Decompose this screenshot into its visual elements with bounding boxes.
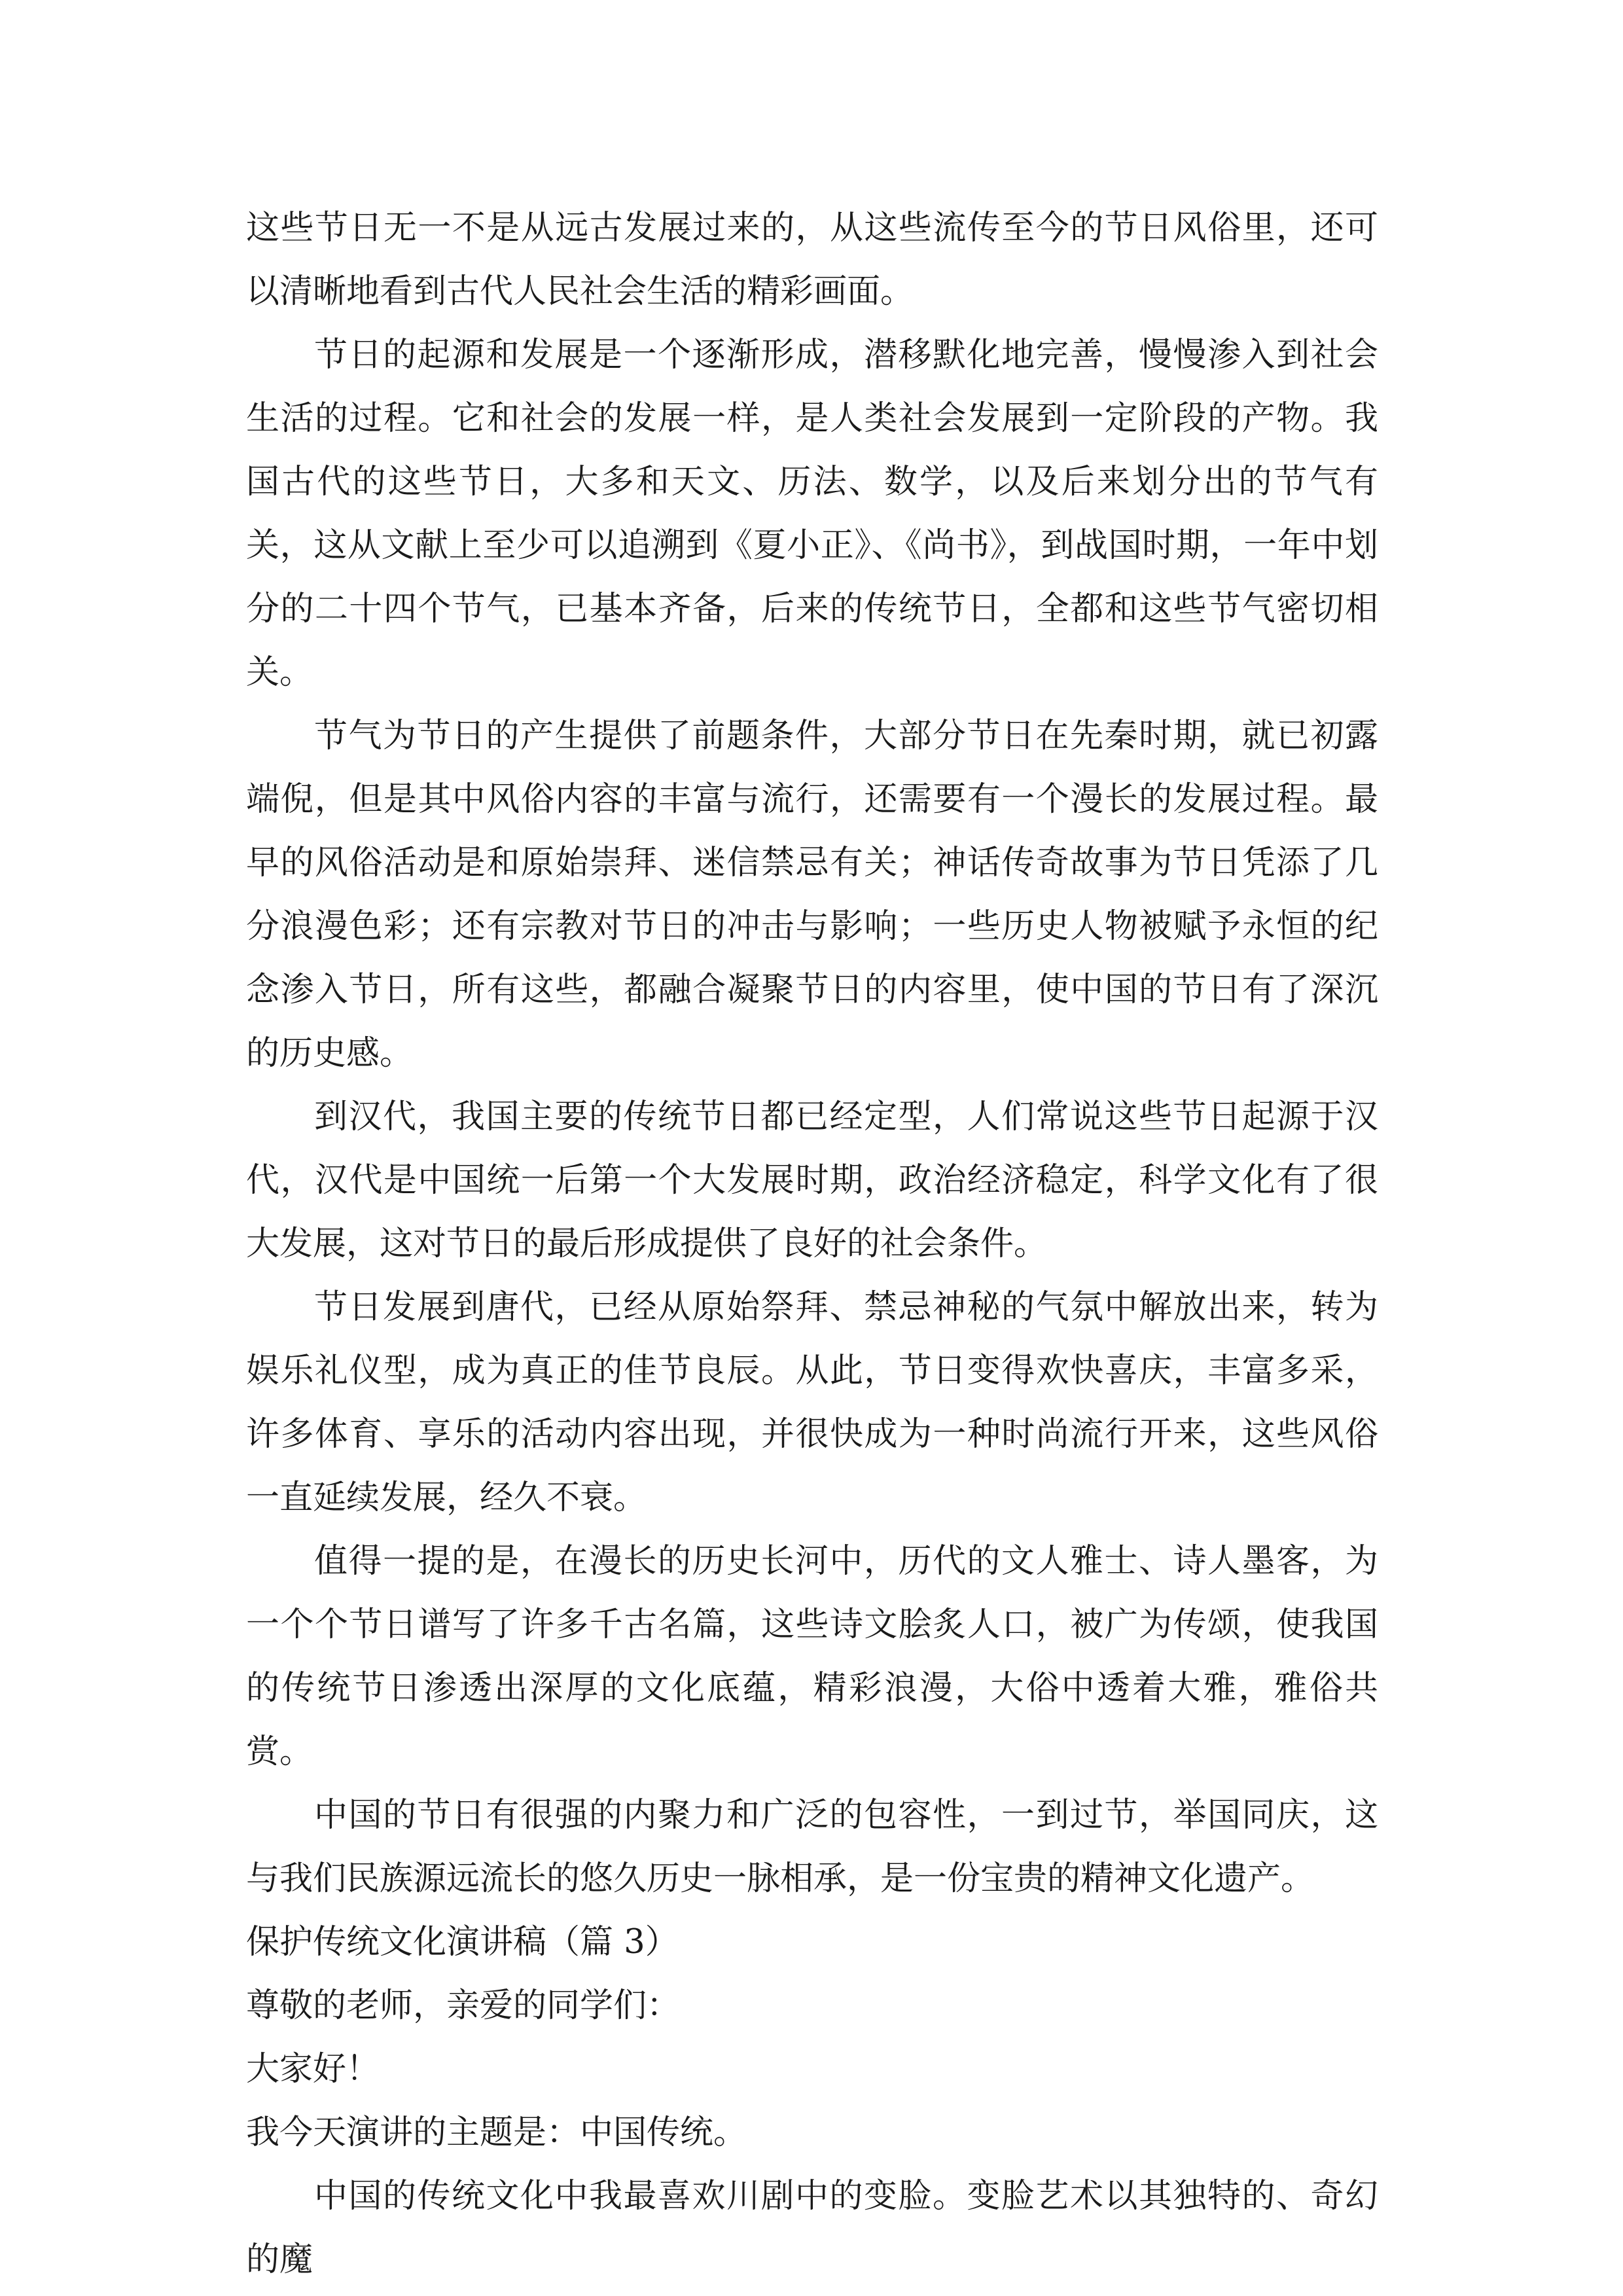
paragraph-cultural-heritage: 中国的节日有很强的内聚力和广泛的包容性，一到过节，举国同庆，这与我们民族源远流长的悠久历史一脉相承，是一份宝贵的精神文化遗产。 xyxy=(246,1796,1378,1898)
paragraph-han-dynasty: 到汉代，我国主要的传统节日都已经定型，人们常说这些节日起源于汉代，汉代是中国统一后第一个大发展时期，政治经济稳定，科学文化有了很大发展，这对节日的最后形成提供了良好的社会条件。 xyxy=(246,1098,1378,1263)
speech-topic: 我今天演讲的主题是：中国传统。 xyxy=(246,2113,747,2152)
paragraph-tang-dynasty: 节日发展到唐代，已经从原始祭拜、禁忌神秘的气氛中解放出来，转为娱乐礼仪型，成为真正的佳节良辰。从此，节日变得欢快喜庆，丰富多采，许多体育、享乐的活动内容出现，并很快成为一种时尚流行开来，这些风俗一直延续发展，经久不衰。 xyxy=(246,1288,1378,1517)
document-body xyxy=(246,196,1378,2291)
paragraph-festival-origins-continued: 这些节日无一不是从远古发展过来的，从这些流传至今的节日风俗里，还可以清晰地看到古代人民社会生活的精彩画面。 xyxy=(246,209,1378,311)
paragraph-face-changing: 中国的传统文化中我最喜欢川剧中的变脸。变脸艺术以其独特的、奇幻的魔 xyxy=(246,2177,1378,2279)
paragraph-festival-development: 节日的起源和发展是一个逐渐形成，潜移默化地完善，慢慢渗入到社会生活的过程。它和社会的发展一样，是人类社会发展到一定阶段的产物。我国古代的这些节日，大多和天文、历法、数学，以及后来划分出的节气有关，这从文献上至少可以追溯到《夏小正》、《尚书》，到战国时期，一年中划分的二十四个节气，已基本齐备，后来的传统节日，全都和这些节气密切相关。 xyxy=(246,336,1378,692)
greeting: 大家好！ xyxy=(246,2050,380,2089)
paragraph-literati: 值得一提的是，在漫长的历史长河中，历代的文人雅士、诗人墨客，为一个个节日谱写了许多千古名篇，这些诗文脍炙人口，被广为传颂，使我国的传统节日渗透出深厚的文化底蕴，精彩浪漫，大俗中透着大雅，雅俗共赏。 xyxy=(246,1542,1378,1771)
section-title: 保护传统文化演讲稿（篇 3） xyxy=(246,1923,679,1962)
paragraph-solar-terms: 节气为节日的产生提供了前题条件，大部分节日在先秦时期，就已初露端倪，但是其中风俗内容的丰富与流行，还需要有一个漫长的发展过程。最早的风俗活动是和原始崇拜、迷信禁忌有关；神话传奇故事为节日凭添了几分浪漫色彩；还有宗教对节日的冲击与影响；一些历史人物被赋予永恒的纪念渗入节日，所有这些，都融合凝聚节日的内容里，使中国的节日有了深沉的历史感。 xyxy=(246,717,1378,1073)
salutation: 尊敬的老师，亲爱的同学们： xyxy=(246,1986,681,2025)
